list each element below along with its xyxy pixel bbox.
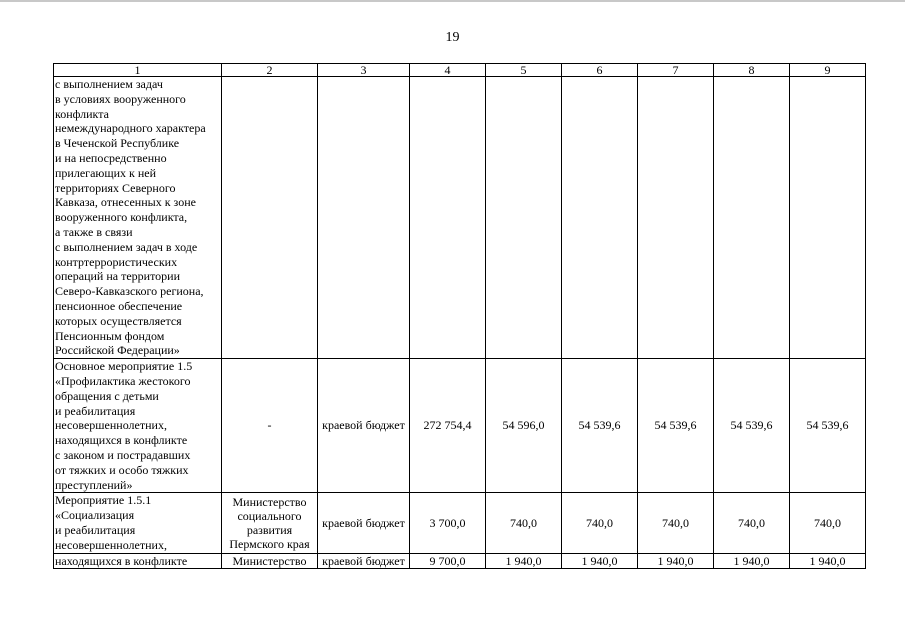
year-value-cell: 1 940,0 — [790, 553, 866, 569]
header-cell: 9 — [790, 64, 866, 77]
year-value-cell — [638, 77, 714, 359]
year-value-cell: 54 539,6 — [638, 359, 714, 493]
total-cell: 9 700,0 — [410, 553, 486, 569]
year-value-cell — [562, 77, 638, 359]
funding-source-cell: краевой бюджет — [318, 493, 410, 553]
year-value-cell: 54 539,6 — [562, 359, 638, 493]
total-cell: 272 754,4 — [410, 359, 486, 493]
responsible-cell: Министерство — [222, 553, 318, 569]
responsible-cell: Министерство социального развития Пермского края — [222, 493, 318, 553]
header-cell: 2 — [222, 64, 318, 77]
header-cell: 8 — [714, 64, 790, 77]
table-header-row — [54, 64, 866, 77]
header-cell: 7 — [638, 64, 714, 77]
year-value-cell: 54 539,6 — [790, 359, 866, 493]
table-row — [54, 553, 866, 569]
year-value-cell: 1 940,0 — [486, 553, 562, 569]
year-value-cell: 740,0 — [486, 493, 562, 553]
year-value-cell: 740,0 — [790, 493, 866, 553]
activity-description: с выполнением задач в условиях вооруженного конфликта немеждународного характера в Чеченской Республике и на непосредственно прилегающих к ней территориях Северного Кавказа, отнесенных к зоне вооруженного конфликта, а также в связи с выполнением задач в ходе контртеррористических операций на территории Северо-Кавказского региона, пенсионное обеспечение которых осуществляется Пенсионным фондом Российской Федерации» — [54, 77, 222, 359]
total-cell: 3 700,0 — [410, 493, 486, 553]
year-value-cell: 740,0 — [638, 493, 714, 553]
header-cell: 6 — [562, 64, 638, 77]
total-cell — [410, 77, 486, 359]
funding-source-cell: краевой бюджет — [318, 553, 410, 569]
activity-description: находящихся в конфликте — [54, 553, 222, 569]
year-value-cell: 1 940,0 — [562, 553, 638, 569]
header-cell: 3 — [318, 64, 410, 77]
year-value-cell: 54 539,6 — [714, 359, 790, 493]
header-cell: 4 — [410, 64, 486, 77]
table-row — [54, 77, 866, 359]
budget-table — [53, 63, 866, 569]
header-cell: 1 — [54, 64, 222, 77]
responsible-cell — [222, 77, 318, 359]
year-value-cell — [486, 77, 562, 359]
responsible-cell: - — [222, 359, 318, 493]
funding-source-cell — [318, 77, 410, 359]
year-value-cell: 54 596,0 — [486, 359, 562, 493]
year-value-cell — [714, 77, 790, 359]
funding-source-cell: краевой бюджет — [318, 359, 410, 493]
year-value-cell — [790, 77, 866, 359]
page-top-edge — [0, 0, 905, 2]
year-value-cell: 740,0 — [714, 493, 790, 553]
table-row — [54, 493, 866, 553]
table-row — [54, 359, 866, 493]
year-value-cell: 740,0 — [562, 493, 638, 553]
activity-description: Мероприятие 1.5.1 «Социализация и реабилитация несовершеннолетних, — [54, 493, 222, 553]
header-cell: 5 — [486, 64, 562, 77]
page-number: 19 — [445, 30, 460, 45]
year-value-cell: 1 940,0 — [638, 553, 714, 569]
year-value-cell: 1 940,0 — [714, 553, 790, 569]
activity-description: Основное мероприятие 1.5 «Профилактика жестокого обращения с детьми и реабилитация несовершеннолетних, находящихся в конфликте с законом и пострадавших от тяжких и особо тяжких преступлений» — [54, 359, 222, 493]
